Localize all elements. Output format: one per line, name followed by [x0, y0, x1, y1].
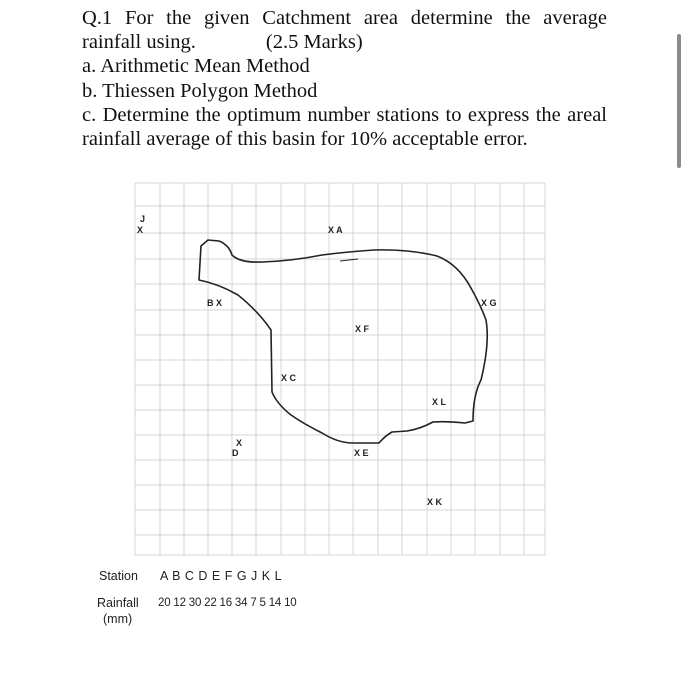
station-d-marker: X: [236, 438, 243, 448]
station-j-marker: X: [137, 225, 144, 235]
marks-label: (2.5 Marks): [265, 31, 363, 54]
question-line-6: rainfall average of this basin for 10% acceptable error.: [82, 128, 528, 151]
station-g-label: X G: [481, 298, 497, 308]
question-line-2-text: rainfall using.: [82, 31, 196, 54]
rainfall-values: 20 12 30 22 16 34 7 5 14 10: [158, 597, 297, 609]
station-b-label: B X: [207, 298, 223, 308]
catchment-boundary: [199, 240, 487, 443]
station-c-label: X C: [281, 373, 297, 383]
station-a-label: X A: [328, 225, 343, 235]
question-part-a: a. Arithmetic Mean Method: [82, 55, 310, 78]
station-l-label: X L: [432, 397, 447, 407]
station-f-label: X F: [355, 324, 370, 334]
station-k-label: X K: [427, 497, 443, 507]
station-label: Station: [99, 569, 138, 583]
station-j-letter: J: [140, 214, 146, 224]
station-d-letter: D: [232, 448, 239, 458]
question-part-b: b. Thiessen Polygon Method: [82, 79, 318, 102]
station-values: A B C D E F G J K L: [160, 569, 282, 583]
question-part-c: c. Determine the optimum number stations to express the areal: [82, 103, 607, 126]
rainfall-label: Rainfall: [97, 596, 139, 610]
question-line-1: Q.1 For the given Catchment area determine the average: [82, 7, 607, 29]
station-e-label: X E: [354, 448, 369, 458]
rainfall-unit: (mm): [103, 612, 133, 626]
